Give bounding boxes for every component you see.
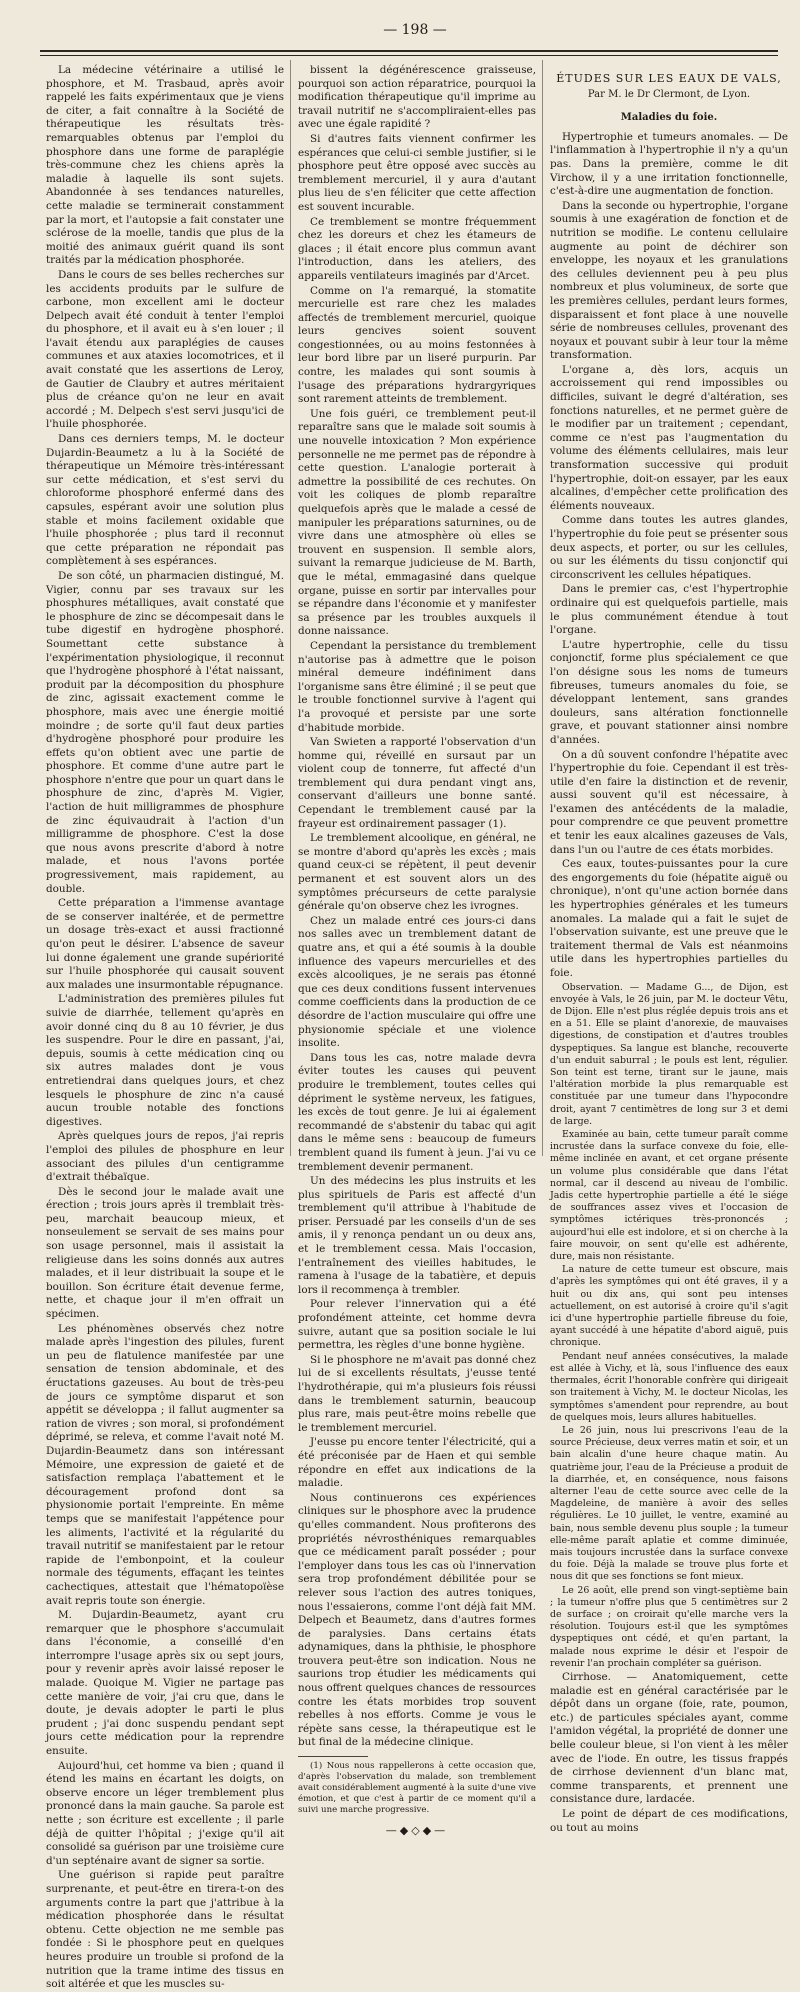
observation-paragraph: Le 26 août, elle prend son vingt-septième bain ; la tumeur n'offre plus que 5 centimètres sur 2 de surface ; on croirait qu'elle marche vers la résolution. Toujours est-il que les symptômes dyspeptiques ont cédé, et qu'en partant, la malade nous exprime le désir et l'espoir de revenir l'an prochain compléter sa guérison. (550, 1584, 788, 1669)
paragraph: Dans la seconde ou hypertrophie, l'organe soumis à une exagération de fonction et de nutrition se modifie. Le contenu cellulaire augmente au point de déchirer son enveloppe, les noyaux et les granulations des cellules deviennent peu à peu plus nombreux et plus volumineux, de sorte que les premières cellules, perdant leurs formes, disparaissent et font place à une nouvelle série de nombreuses cellules, provenant des noyaux et pouvant subir à leur tour la même transformation. (550, 199, 788, 362)
observation-paragraph: La nature de cette tumeur est obscure, mais d'après les symptômes qui ont été graves, il y a huit ou dix ans, qui sont peu intenses actuellement, on est autorisé à croire qu'il s'agit ici d'une hypertrophie partielle fibreuse du foie, ayant succédé à une hépatite d'abord aiguë, puis chronique. (550, 1264, 788, 1349)
observation-paragraph: Observation. — Madame G..., de Dijon, est envoyée à Vals, le 26 juin, par M. le docteur Vêtu, de Dijon. Elle n'est plus réglée depuis trois ans et en a 51. Elle se plaint d'anorexie, de mauvaises digestions, de constipation et d'autres troubles dyspeptiques. Sa langue est blanche, recouverte d'un enduit saburral ; le pouls est lent, régulier. Son teint est terne, tirant sur le jaune, mais l'altération morbide la plus remarquable est constituée par une tumeur dans l'hypocondre droit, ayant 7 centimètres de long sur 3 et demi de large. (550, 981, 788, 1127)
text-column-3 (550, 64, 788, 1834)
paragraph: Cependant la persistance du tremblement n'autorise pas à admettre que le poison minéral demeure indéfiniment dans l'organisme sans être éliminé ; il se peut que le trouble fonctionnel survive à l'agent qui l'a provoqué et persiste par une sorte d'habitude morbide. (298, 639, 536, 734)
paragraph: De son côté, un pharmacien distingué, M. Vigier, connu par ses travaux sur les phosphures métalliques, avait constaté que le phosphure de zinc se décompesait dans le tube digestif en hydrogène phosphoré. Soumettant cette substance à l'expérimentation physiologique, il reconnut que l'hydrogène phosphoré à l'état naissant, produit par la décomposition du phosphure de zinc, agissait exactement comme le phosphore, mais avec une énergie moitié moindre ; de sorte qu'il faut deux parties d'hydrogène phosphoré pour produire les effets qu'on obtient avec une partie de phosphore. Et comme d'une autre part le phosphore n'entre que pour un quart dans le phosphure de zinc, d'après M. Vigier, l'action de huit milligrammes de phosphure de zinc équivaudrait à l'action d'un milligramme de phosphore. C'est la dose que nous avons prescrite d'abord à notre malade, et nous l'avons portée progressivement, mais rapidement, au double. (46, 569, 284, 895)
observation-paragraph: Examinée au bain, cette tumeur paraît comme incrustée dans la surface convexe du foie, elle-même inclinée en avant, et cet organe présente un volume plus considérable que dans l'état normal, car il descend au niveau de l'ombilic. Jadis cette hypertrophie partielle a été le siége de souffrances assez vives et l'occasion de symptômes ictériques très-prononcés ; aujourd'hui elle est indolore, et si on cherche à la faire mouvoir, on sent qu'elle est adhérente, dure, mais non résistante. (550, 1129, 788, 1263)
paragraph: La médecine vétérinaire a utilisé le phosphore, et M. Trasbaud, après avoir rappelé les faits expérimentaux que je viens de citer, a fait connaître à la Société de thérapeutique les résultats très-remarquables obtenus par l'emploi du phosphore dans une forme de paraplégie très-commune chez les chiens après la maladie à laquelle ils sont sujets. Abandonnée à ses tendances naturelles, cette maladie se terminerait constamment par la mort, et l'autopsie a fait constater une sclérose de la moelle, tandis que plus de la moitié des animaux guérit quand ils sont traités par la médication phosphorée. (46, 64, 284, 267)
paragraph: Après quelques jours de repos, j'ai repris l'emploi des pilules de phosphure en leur associant des pilules d'un centigramme d'extrait thébaïque. (46, 1130, 284, 1184)
paragraph: Dans ces derniers temps, M. le docteur Dujardin-Beaumetz a lu à la Société de thérapeutique un Mémoire très-intéressant sur cette médication, et s'est servi du chloroforme phosphoré enfermé dans des capsules, espérant avoir une solution plus stable et moins facilement oxidable que l'huile phosphorée ; plus tard il reconnut que cette préparation ne répondait pas complètement à ses espérances. (46, 433, 284, 568)
paragraph: M. Dujardin-Beaumetz, ayant cru remarquer que le phosphore s'accumulait dans l'économie, a conseillé d'en interrompre l'usage après six ou sept jours, pour y revenir après avoir laissé reposer le malade. Quoique M. Vigier ne partage pas cette manière de voir, j'ai cru que, dans le doute, je devais adopter le parti le plus prudent ; j'ai donc suspendu pendant sept jours cette médication pour la reprendre ensuite. (46, 1609, 284, 1758)
paragraph: J'eusse pu encore tenter l'électricité, qui a été préconisée par de Haen et qui semble répondre en effet aux indications de la maladie. (298, 1436, 536, 1490)
page-number: — 198 — (383, 22, 447, 38)
paragraph: Si d'autres faits viennent confirmer les espérances que celui-ci semble justifier, si le phosphore peut être opposé avec succès au tremblement mercuriel, il y aura d'autant plus lieu de s'en féliciter que cette affection est souvent incurable. (298, 132, 536, 213)
header-rule (40, 50, 778, 56)
column-divider (290, 60, 291, 1156)
observation-paragraph: Pendant neuf années consécutives, la malade est allée à Vichy, et là, sous l'influence des eaux thermales, écrit l'honorable confrère qui dirigeait son traitement à Vichy, M. le docteur Nicolas, les symptômes s'amendent pour reprendre, au bout de quelques mois, leurs allures habituelles. (550, 1350, 788, 1423)
paragraph: Hypertrophie et tumeurs anomales. — De l'inflammation à l'hypertrophie il n'y a qu'un pas. Dans la première, comme le dit Virchow, il y a une irritation fonctionnelle, c'est-à-dire une augmentation de fonction. (550, 130, 788, 198)
paragraph: L'autre hypertrophie, celle du tissu conjonctif, forme plus spécialement ce que l'on désigne sous les noms de tumeurs fibreuses, tumeurs anomales du foie, se développant lentement, sans grandes douleurs, sans altération fonctionnelle grave, et pouvant stationner ainsi nombre d'années. (550, 638, 788, 746)
paragraph: Cirrhose. — Anatomiquement, cette maladie est en général caractérisée par le dépôt dans un organe (foie, rate, poumon, etc.) de particules spéciales ayant, comme l'amidon végétal, la propriété de donner une belle couleur bleue, si l'on vient à les mêler avec de l'iode. En outre, les tissus frappés de cirrhose deviennent d'un blanc mat, comme transparents, et prennent une consistance dure, lardacée. (550, 1670, 788, 1806)
section-subhead: Maladies du foie. (620, 112, 718, 124)
paragraph: Ce tremblement se montre fréquemment chez les doreurs et chez les étameurs de glaces ; il était encore plus commun avant l'introduction, dans les ateliers, des appareils ventilateurs imaginés par d'Arcet. (298, 215, 536, 282)
page-header (60, 22, 770, 44)
paragraph: Dans tous les cas, notre malade devra éviter toutes les causes qui peuvent produire le tremblement, toutes celles qui dépriment le système nerveux, les fatigues, les excès de tout genre. Je lui ai également recommandé de s'abstenir du tabac qui agit dans le même sens : beaucoup de fumeurs tremblent quand ils fument à jeun. J'ai vu ce tremblement devenir permanent. (298, 1051, 536, 1173)
paragraph: bissent la dégénérescence graisseuse, pourquoi son action réparatrice, pourquoi la modification thérapeutique qu'il imprime au travail nutritif ne s'accompliraient-elles pas avec une égale rapidité ? (298, 64, 536, 131)
paragraph: Dès le second jour le malade avait une érection ; trois jours après il tremblait très-peu, marchait beaucoup mieux, et nonseulement se servait de ses mains pour son usage personnel, mais il assistait la religieuse dans les soins donnés aux autres malades, et il leur distribuait la soupe et le bouillon. Son écriture était devenue ferme, nette, et chaque jour il m'en offrait un spécimen. (46, 1185, 284, 1321)
footnote: (1) Nous nous rappellerons à cette occasion que, d'après l'observation du malade, son tremblement avait considérablement augmenté à la suite d'une vive émotion, et que c'est à partir de ce moment qu'il a suivi une marche progressive. (298, 1761, 536, 1816)
paragraph: Comme dans toutes les autres glandes, l'hypertrophie du foie peut se présenter sous deux aspects, et porter, ou sur les cellules, ou sur les éléments du tissu conjonctif qui circonscrivent les cellules hépatiques. (550, 514, 788, 581)
paragraph: Le point de départ de ces modifications, ou tout au moins (550, 1807, 788, 1834)
article-title: ÉTUDES SUR LES EAUX DE VALS, (556, 72, 782, 85)
paragraph: Si le phosphore ne m'avait pas donné chez lui de si excellents résultats, j'eusse tenté l'hydrothérapie, qui m'a plusieurs fois réussi dans le tremblement saturnin, beaucoup plus rare, mais peut-être moins rebelle que le tremblement mercuriel. (298, 1353, 536, 1434)
text-column-1 (46, 64, 284, 1991)
paragraph: Chez un malade entré ces jours-ci dans nos salles avec un tremblement datant de quatre ans, et qui a été soumis à la double influence des vapeurs mercurielles et des excès alcooliques, je ne serais pas étonné que ces deux conditions fussent intervenues comme coefficients dans la production de ce désordre de l'action musculaire qui offre une physionomie spéciale et une violence insolite. (298, 914, 536, 1050)
article-byline: Par M. le Dr Clermont, de Lyon. (587, 88, 751, 100)
observation-paragraph: Le 26 juin, nous lui prescrivons l'eau de la source Précieuse, deux verres matin et soir, et un bain alcalin d'une heure chaque matin. Au quatrième jour, l'eau de la Précieuse a produit de la diarrhée, et, en conséquence, nous faisons alterner l'eau de cette source avec celle de la Magdeleine, de manière à avoir des selles régulières. Le 10 juillet, le ventre, examiné au bain, nous semble devenu plus souple ; la tumeur elle-même paraît aplatie et comme diminuée, mais toujours incrustée dans la surface convexe du foie. Déjà la malade se trouve plus forte et nous dit que ses fonctions se font mieux. (550, 1424, 788, 1583)
paragraph: Les phénomènes observés chez notre malade après l'ingestion des pilules, furent un peu de flatulence manifestée par une sensation de tension abdominale, et des éructations gazeuses. Au bout de très-peu de jours ce symptôme disparut et son appétit se développa ; il fallut augmenter sa ration de vivres ; son moral, si profondément déprimé, se releva, et comme l'avait noté M. Dujardin-Beaumetz dans son intéressant Mémoire, une expression de gaieté et de satisfaction remplaça l'abattement et le découragement profond dont sa physionomie portait l'empreinte. En même temps que se manifestait l'appétence pour les aliments, l'activité et la régularité du travail nutritif se manifestaient par le retour rapide de l'embonpoint, et la couleur normale des téguments, effaçant les teintes cachectiques, attestait que l'hématopoïèse avait repris toute son énergie. (46, 1322, 284, 1607)
paragraph: Comme on l'a remarqué, la stomatite mercurielle est rare chez les malades affectés de tremblement mercuriel, quoique leurs gencives soient souvent congestionnées, ou au moins festonnées à leur bord libre par un liseré purpurin. Par contre, les malades qui sont soumis à l'usage des préparations hydrargyriques sont rarement atteints de tremblement. (298, 284, 536, 406)
paragraph: Cette préparation a l'immense avantage de se conserver inaltérée, et de permettre un dosage très-exact et aussi fractionné qu'on peut le désirer. L'absence de saveur lui donne également une grande supériorité sur l'huile phosphorée qui causait souvent aux malades une insurmontable répugnance. (46, 897, 284, 991)
column-divider (542, 60, 543, 1156)
paragraph: Une guérison si rapide peut paraître surprenante, et peut-être en tirera-t-on des arguments contre la part que j'attribue à la médication phosphorée dans le résultat obtenu. Cette objection ne me semble pas fondée : Si le phosphore peut en quelques heures produire un trouble si profond de la nutrition que la trame intime des tissus en soit altérée et que les muscles su- (46, 1869, 284, 1991)
paragraph: Un des médecins les plus instruits et les plus spirituels de Paris est affecté d'un tremblement qu'il attribue à l'habitude de priser. Persuadé par les conseils d'un de ses amis, il y renonça pendant un ou deux ans, et le tremblement cessa. Mais l'occasion, l'entraînement des vieilles habitudes, le ramena à l'usage de la tabatière, et depuis lors il recommença à trembler. (298, 1175, 536, 1296)
paragraph: Le tremblement alcoolique, en général, ne se montre d'abord qu'après les excès ; mais quand ceux-ci se répètent, il peut devenir permanent et est souvent alors un des symptômes précurseurs de cette paralysie générale qu'on observe chez les ivrognes. (298, 832, 536, 913)
observation-block (550, 982, 788, 1670)
paragraph: On a dû souvent confondre l'hépatite avec l'hypertrophie du foie. Cependant il est très-utile d'en faire la distinction et de revenir, aussi souvent qu'il est nécessaire, à l'examen des antécédents de la maladie, pour comprendre ce que peuvent promettre et tenir les eaux alcalines gazeuses de Vals, dans l'un ou l'autre de ces états morbides. (550, 748, 788, 856)
paragraph: L'organe a, dès lors, acquis un accroissement qui rend impossibles ou difficiles, suivant le degré d'altération, ses fonctions naturelles, et ne permet guère de le modifier par un traitement ; cependant, comme ce n'est pas l'augmentation du volume des éléments cellulaires, mais leur transformation successive qui produit l'hypertrophie, doit-on essayer, par les eaux alcalines, d'empêcher cette prolification des éléments nouveaux. (550, 363, 788, 512)
footnote-rule (298, 1756, 368, 1757)
paragraph: Aujourd'hui, cet homme va bien ; quand il étend les mains en écartant les doigts, on observe encore un léger tremblement plus prononcé dans la main gauche. Sa parole est nette ; son écriture est excellente ; il parle déjà de quitter l'hôpital ; j'exige qu'il ait consolidé sa guérison par une troisième cure d'un septénaire avant de signer sa sortie. (46, 1759, 284, 1867)
paragraph: Dans le cours de ses belles recherches sur les accidents produits par le sulfure de carbone, mon excellent ami le docteur Delpech avait été conduit à tenter l'emploi du phosphore, et il avait eu à s'en louer ; il l'avait étendu aux paraplégies de causes communes et aux ataxies locomotrices, et il avait constaté que les assertions de Leroy, de Gautier de Claubry et autres méritaient plus de créance qu'on ne leur en avait accordé ; M. Delpech s'est servi jusqu'ici de l'huile phosphorée. (46, 268, 284, 431)
paragraph: L'administration des premières pilules fut suivie de diarrhée, tellement qu'après en avoir donné cinq du 8 au 10 février, je dus les suspendre. Pour le dire en passant, j'ai, depuis, soumis à cette médication cinq ou six autres malades dont je vous entretiendrai dans quelques jours, et chez lesquels le phosphure de zinc n'a causé aucun trouble notable des fonctions digestives. (46, 993, 284, 1128)
paragraph: Ces eaux, toutes-puissantes pour la cure des engorgements du foie (hépatite aiguë ou chronique), n'ont qu'une action bornée dans les hypertrophies générales et les tumeurs anomales. La malade qui a fait le sujet de l'observation suivante, est une preuve que le traitement thermal de Vals est néanmoins utile dans les hypertrophies partielles du foie. (550, 858, 788, 979)
text-column-2 (298, 64, 536, 1838)
fleuron-ornament: —◆◇◆— (385, 1824, 449, 1838)
paragraph: Nous continuerons ces expériences cliniques sur le phosphore avec la prudence qu'elles commandent. Nous profiterons des propriétés névrosthéniques remarquables que ce médicament paraît posséder ; pour l'employer dans tous les cas où l'innervation sera trop profondément débilitée pour se relever sous l'action des autres toniques, nous l'essaierons, comme l'ont déjà fait MM. Delpech et Beaumetz, dans d'autres formes de paralysies. Dans certains états adynamiques, dans la phthisie, le phosphore trouvera peut-être son indication. Nous ne saurions trop étudier les médicaments qui nous offrent quelques chances de ressources contre les états morbides trop souvent rebelles à nos efforts. Comme je vous le répète sans cesse, la thérapeutique est le but final de la médecine clinique. (298, 1491, 536, 1749)
paragraph: Une fois guéri, ce tremblement peut-il reparaître sans que le malade soit soumis à une nouvelle intoxication ? Mon expérience personnelle ne me permet pas de répondre à cette question. L'analogie porterait à admettre la possibilité de ces rechutes. On voit les coliques de plomb reparaître quelquefois après que le malade a cessé de manipuler les préparations saturnines, ou de vivre dans une atmosphère où elles se trouvent en suspension. Il semble alors, suivant la remarque judicieuse de M. Barth, que le métal, emmagasiné dans quelque organe, puisse en sortir par intervalles pour se répandre dans l'économie et y manifester sa présence par les troubles auxquels il donne naissance. (298, 407, 536, 638)
paragraph: Van Swieten a rapporté l'observation d'un homme qui, réveillé en sursaut par un violent coup de tonnerre, fut affecté d'un tremblement qui dura pendant vingt ans, conservant d'ailleurs une bonne santé. Cependant le tremblement causé par la frayeur est ordinairement passager (1). (298, 736, 536, 830)
paragraph: Pour relever l'innervation qui a été profondément atteinte, cet homme devra suivre, autant que sa position sociale le lui permettra, les règles d'une bonne hygiène. (298, 1298, 536, 1352)
paragraph: Dans le premier cas, c'est l'hypertrophie ordinaire qui est quelquefois partielle, mais le plus communément étendue à tout l'organe. (550, 583, 788, 637)
